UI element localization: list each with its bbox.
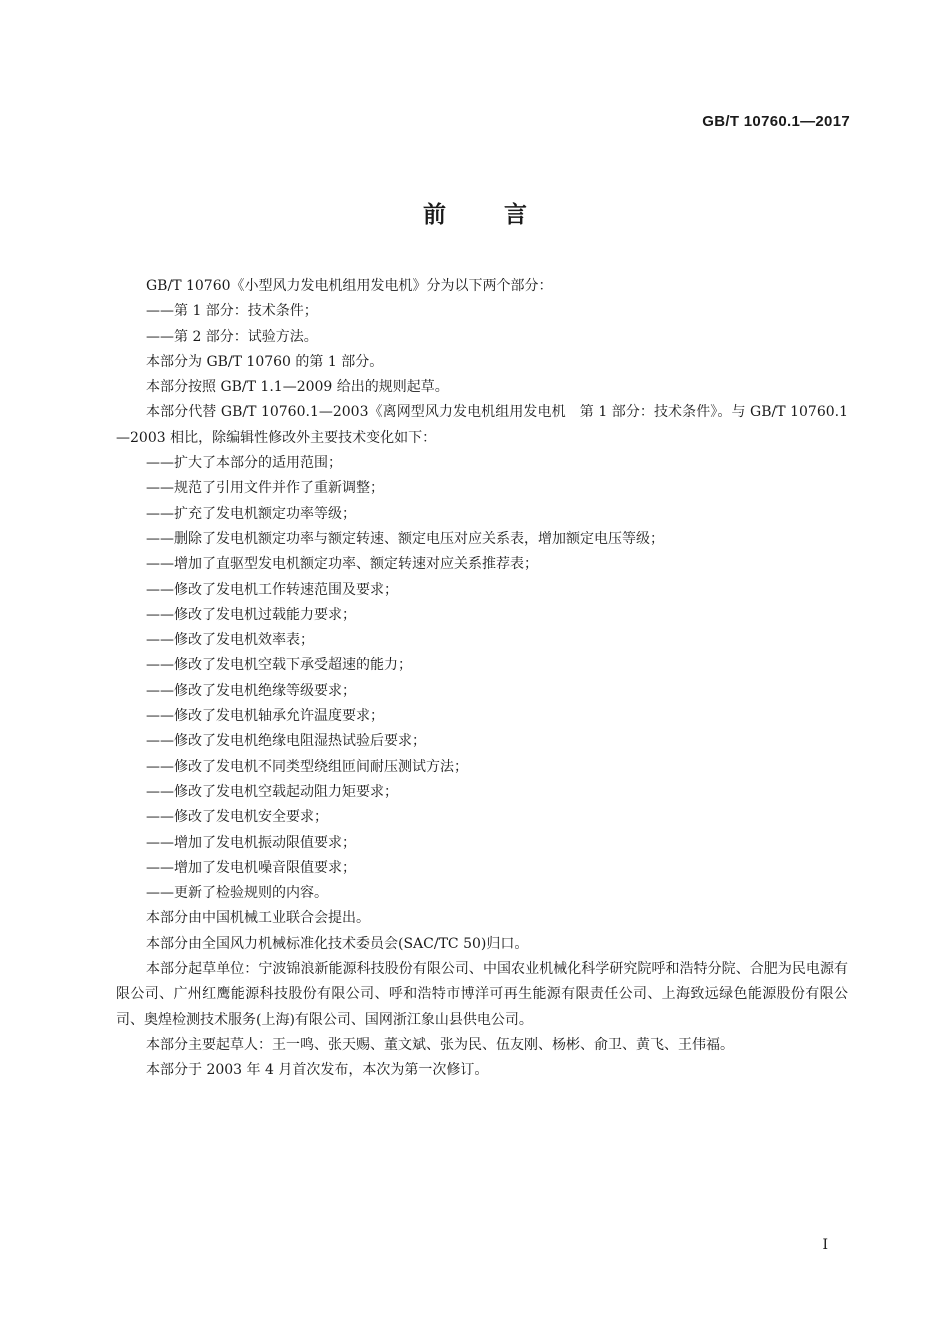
foreword-body: [116, 274, 848, 1084]
paragraph: 本部分为 GB/T 10760 的第 1 部分。: [146, 353, 384, 370]
paragraph: 本部分按照 GB/T 1.1—2009 给出的规则起草。: [146, 379, 449, 396]
list-item: ——扩大了本部分的适用范围；: [146, 455, 342, 472]
list-item: ——修改了发电机空载起动阻力矩要求；: [146, 783, 398, 800]
list-item: ——修改了发电机效率表；: [146, 632, 314, 649]
list-item: ——增加了发电机噪音限值要求；: [146, 859, 356, 876]
list-item: ——删除了发电机额定功率与额定转速、额定电压对应关系表，增加额定电压等级；: [146, 530, 664, 547]
page-title: 前言: [423, 202, 585, 228]
paragraph: 本部分起草单位：宁波锦浪新能源科技股份有限公司、中国农业机械化科学研究院呼和浩特分院、合肥为民电源有限公司、广州红鹰能源科技股份有限公司、呼和浩特市博洋可再生能源有限责任公司、上海致远绿色能源股份有限公司、奥煌检测技术服务(上海)有限公司、国网浙江象山县供电公司。: [116, 961, 848, 1028]
list-item: ——修改了发电机过载能力要求；: [146, 606, 356, 623]
list-item: ——修改了发电机轴承允许温度要求；: [146, 708, 384, 725]
list-item: ——增加了直驱型发电机额定功率、额定转速对应关系推荐表；: [146, 556, 538, 573]
list-item: ——规范了引用文件并作了重新调整；: [146, 480, 384, 497]
list-item: ——第 2 部分：试验方法。: [146, 328, 318, 345]
paragraph: 本部分于 2003 年 4 月首次发布，本次为第一次修订。: [146, 1062, 489, 1079]
page-number: I: [822, 1237, 828, 1253]
list-item: ——第 1 部分：技术条件；: [146, 303, 318, 320]
standard-number: GB/T 10760.1—2017: [702, 113, 850, 130]
list-item: ——修改了发电机安全要求；: [146, 809, 328, 826]
list-item: ——增加了发电机振动限值要求；: [146, 834, 356, 851]
list-item: ——修改了发电机不同类型绕组匝间耐压测试方法；: [146, 758, 468, 775]
paragraph: 本部分由全国风力机械标准化技术委员会(SAC/TC 50)归口。: [146, 935, 529, 952]
list-item: ——修改了发电机绝缘等级要求；: [146, 682, 356, 699]
list-item: ——修改了发电机空载下承受超速的能力；: [146, 657, 412, 674]
paragraph: 本部分代替 GB/T 10760.1—2003《离网型风力发电机组用发电机 第 1 部分：技术条件》。与 GB/T 10760.1—2003 相比，除编辑性修改外主要技术变化如下：: [116, 404, 848, 446]
list-item: ——修改了发电机工作转速范围及要求；: [146, 581, 398, 598]
paragraph: GB/T 10760《小型风力发电机组用发电机》分为以下两个部分：: [146, 278, 553, 294]
paragraph: 本部分由中国机械工业联合会提出。: [146, 910, 370, 927]
list-item: ——更新了检验规则的内容。: [146, 885, 328, 902]
paragraph: 本部分主要起草人：王一鸣、张天赐、董文斌、张为民、伍友刚、杨彬、俞卫、黄飞、王伟福。: [146, 1036, 734, 1053]
list-item: ——扩充了发电机额定功率等级；: [146, 505, 356, 522]
list-item: ——修改了发电机绝缘电阻湿热试验后要求；: [146, 733, 426, 750]
